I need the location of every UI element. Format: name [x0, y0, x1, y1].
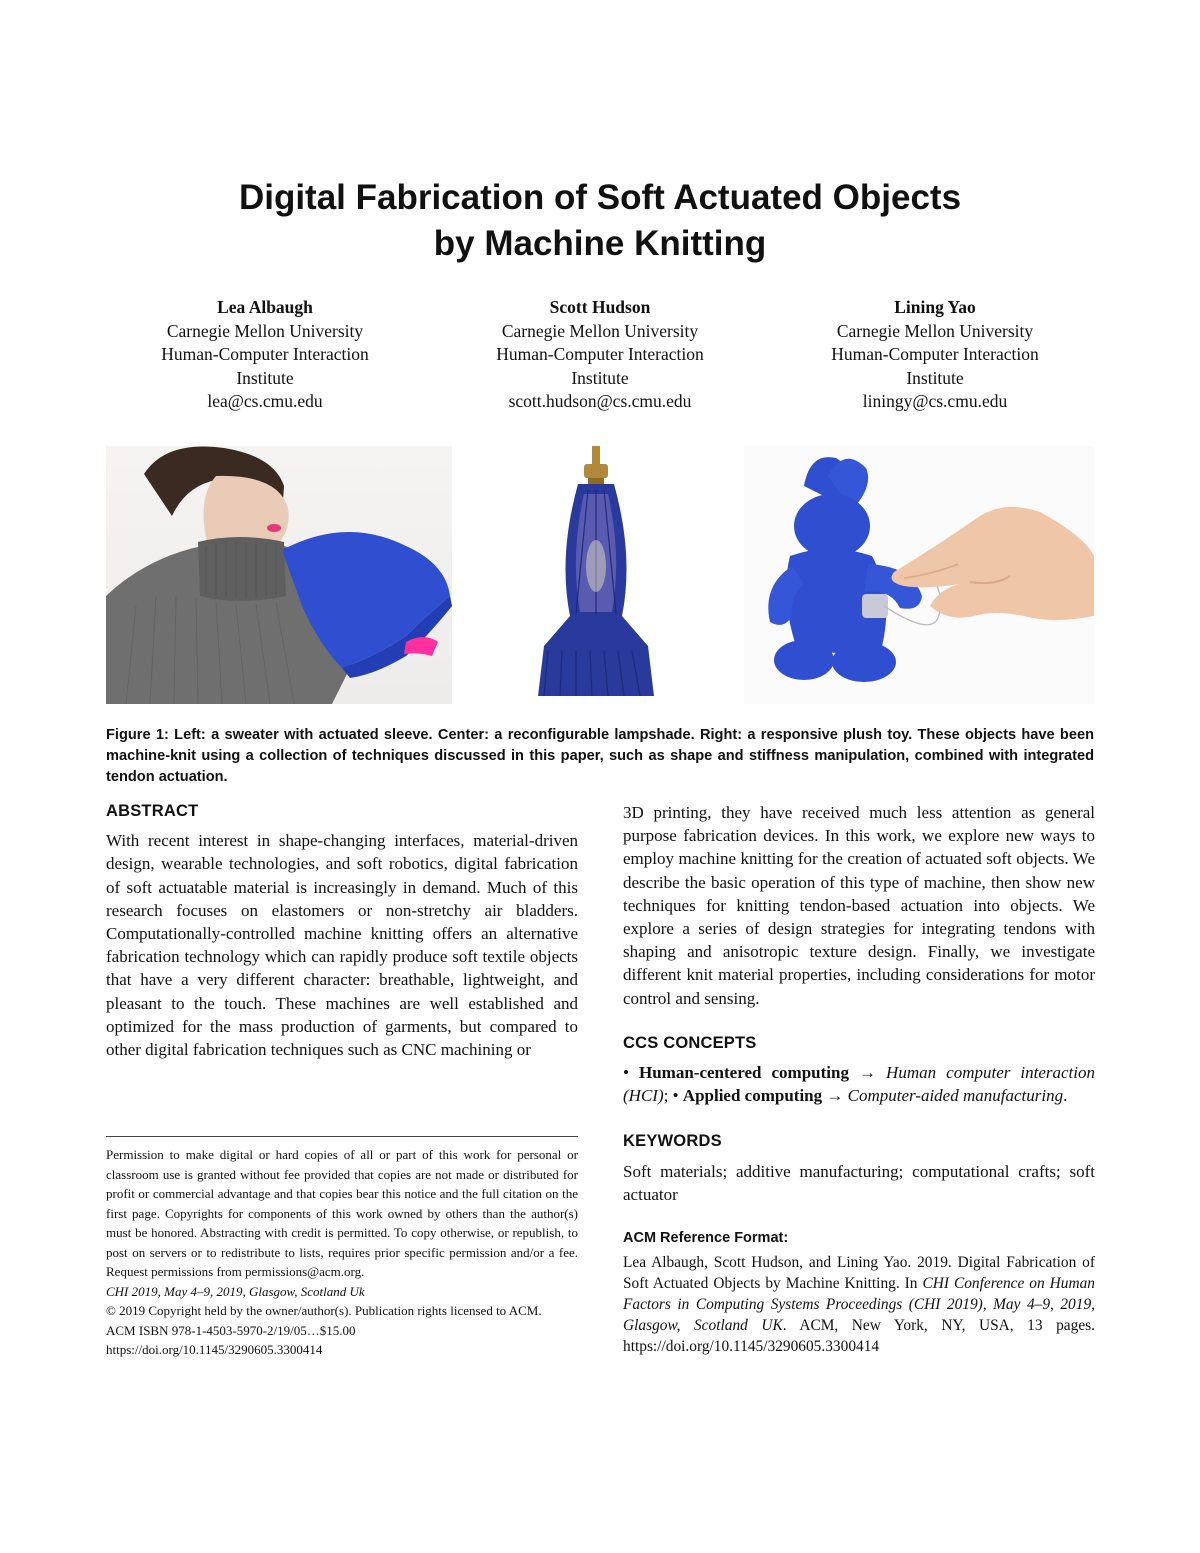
author-affiliation: Carnegie Mellon University [501, 320, 699, 341]
author-email: lea@cs.cmu.edu [207, 391, 323, 411]
ccs-arrow: → [822, 1086, 848, 1106]
conference-info: CHI 2019, May 4–9, 2019, Glasgow, Scotland Uk [106, 1283, 365, 1299]
author-department-cont: Institute [571, 367, 629, 388]
ccs-term: Applied computing [682, 1086, 823, 1106]
author-department-cont: Institute [906, 367, 964, 388]
ccs-bullet: • [623, 1063, 639, 1083]
ccs-concepts [623, 1061, 1095, 1107]
abstract-heading: ABSTRACT [106, 802, 199, 820]
lampshade-photo [452, 446, 744, 704]
lampshade-illustration [452, 446, 744, 704]
author-name: Scott Hudson [549, 297, 651, 317]
author-department-cont: Institute [236, 367, 294, 388]
reference-publisher-doi: . ACM, New York, NY, USA, 13 pages. https://doi.org/10.1145/3290605.3300414 [623, 1317, 1095, 1356]
paper-title [0, 175, 1200, 267]
ccs-term: Human-centered computing [639, 1063, 849, 1083]
ccs-bullet: • [672, 1086, 683, 1106]
author-1 [115, 296, 415, 414]
sweater-photo [106, 446, 452, 704]
author-department: Human-Computer Interaction [831, 344, 1039, 364]
acm-reference-text [623, 1252, 1095, 1357]
copyright-footnote [106, 1145, 578, 1360]
author-department: Human-Computer Interaction [161, 344, 369, 364]
author-name: Lea Albaugh [217, 297, 313, 317]
author-3 [785, 296, 1085, 414]
author-2 [450, 296, 750, 414]
abstract-continuation: 3D printing, they have received much less attention as general purpose fabrication devices. In this work, we explore new ways to employ machine knitting for the creation of actuated soft objects. We describe the basic operation of this type of machine, then show new techniques for knitting tendon-based actuation into objects. We explore a series of design strategies for integrating tendons with shaping and anisotropic texture design. Finally, we investigate different knit material properties, including considerations for motor control and sensing. [623, 803, 1095, 1008]
reference-venue: CHI Conference on Human Factors in Computing Systems Proceedings (CHI 2019), May 4–9, 2019, Glasgow, Scotland UK [623, 1275, 1096, 1335]
copyright-notice: © 2019 Copyright held by the owner/author(s). Publication rights licensed to ACM. [106, 1303, 542, 1318]
keywords-text: Soft materials; additive manufacturing; computational crafts; soft actuator [623, 1161, 1095, 1204]
reference-authors: Lea Albaugh, Scott Hudson, and Lining Yao. 2019. Digital Fabrication of Soft Actuated Objects by Machine Knitting. In [623, 1254, 1095, 1293]
keywords-heading: KEYWORDS [623, 1132, 722, 1151]
figure-caption: Figure 1: Left: a sweater with actuated sleeve. Center: a reconfigurable lampshade. Right: a responsive plush toy. These objects have been machine-knit using a collection of techniques discussed in this paper, such as shape and stiffness manipulation, combined with integrated tendon actuation. [106, 727, 1094, 785]
abstract-text: With recent interest in shape-changing interfaces, material-driven design, wearable technologies, and soft robotics, digital fabrication of soft actuatable material is increasingly in demand. Much of this research focuses on elastomers or non-stretchy air bladders. Computationally-controlled machine knitting offers an alternative fabrication technology which can rapidly produce soft textile objects that have a very different character: breathable, lightweight, and pleasant to the touch. These machines are well established and optimized for the mass production of garments, but compared to other digital fabrication techniques such as CNC machining or [106, 831, 578, 1060]
ccs-end: . [1063, 1086, 1068, 1106]
doi-link[interactable]: https://doi.org/10.1145/3290605.3300414 [106, 1342, 323, 1357]
right-column [623, 800, 1095, 1357]
ccs-concept: Computer-aided manufacturing [847, 1086, 1064, 1106]
author-name: Lining Yao [894, 297, 976, 317]
author-block [115, 296, 1085, 414]
sweater-illustration [106, 446, 452, 704]
acm-reference-heading: ACM Reference Format: [623, 1230, 789, 1247]
author-department: Human-Computer Interaction [496, 344, 704, 364]
author-email: liningy@cs.cmu.edu [862, 391, 1008, 411]
author-affiliation: Carnegie Mellon University [836, 320, 1034, 341]
author-affiliation: Carnegie Mellon University [166, 320, 364, 341]
plush-toy-photo [744, 446, 1094, 704]
ccs-concept: Human computer interaction (HCI) [623, 1063, 1095, 1106]
ccs-heading: CCS CONCEPTS [623, 1033, 757, 1052]
ccs-arrow: → [848, 1063, 887, 1083]
footnote-divider [106, 1136, 578, 1137]
title-line-2: by Machine Knitting [433, 224, 767, 263]
permission-notice: Permission to make digital or hard copies of all or part of this work for personal or classroom use is granted without fee provided that copies are not made or distributed for profit or commercial advantage and that copies bear this notice and the full citation on the first page. Copyrights for components of this work owned by others than the author(s) must be honored. Abstracting with credit is permitted. To copy otherwise, or republish, to post on servers or to redistribute to lists, requires prior specific permission and/or a fee. Request permissions from permissions@acm.org. [106, 1147, 578, 1279]
left-column [106, 800, 578, 1061]
title-line-1: Digital Fabrication of Soft Actuated Objects [238, 178, 962, 217]
plush-toy-illustration [744, 446, 1094, 704]
author-email: scott.hudson@cs.cmu.edu [508, 391, 692, 411]
ccs-separator: ; [663, 1086, 673, 1106]
figure-1 [106, 446, 1094, 704]
isbn: ACM ISBN 978-1-4503-5970-2/19/05…$15.00 [106, 1322, 356, 1338]
